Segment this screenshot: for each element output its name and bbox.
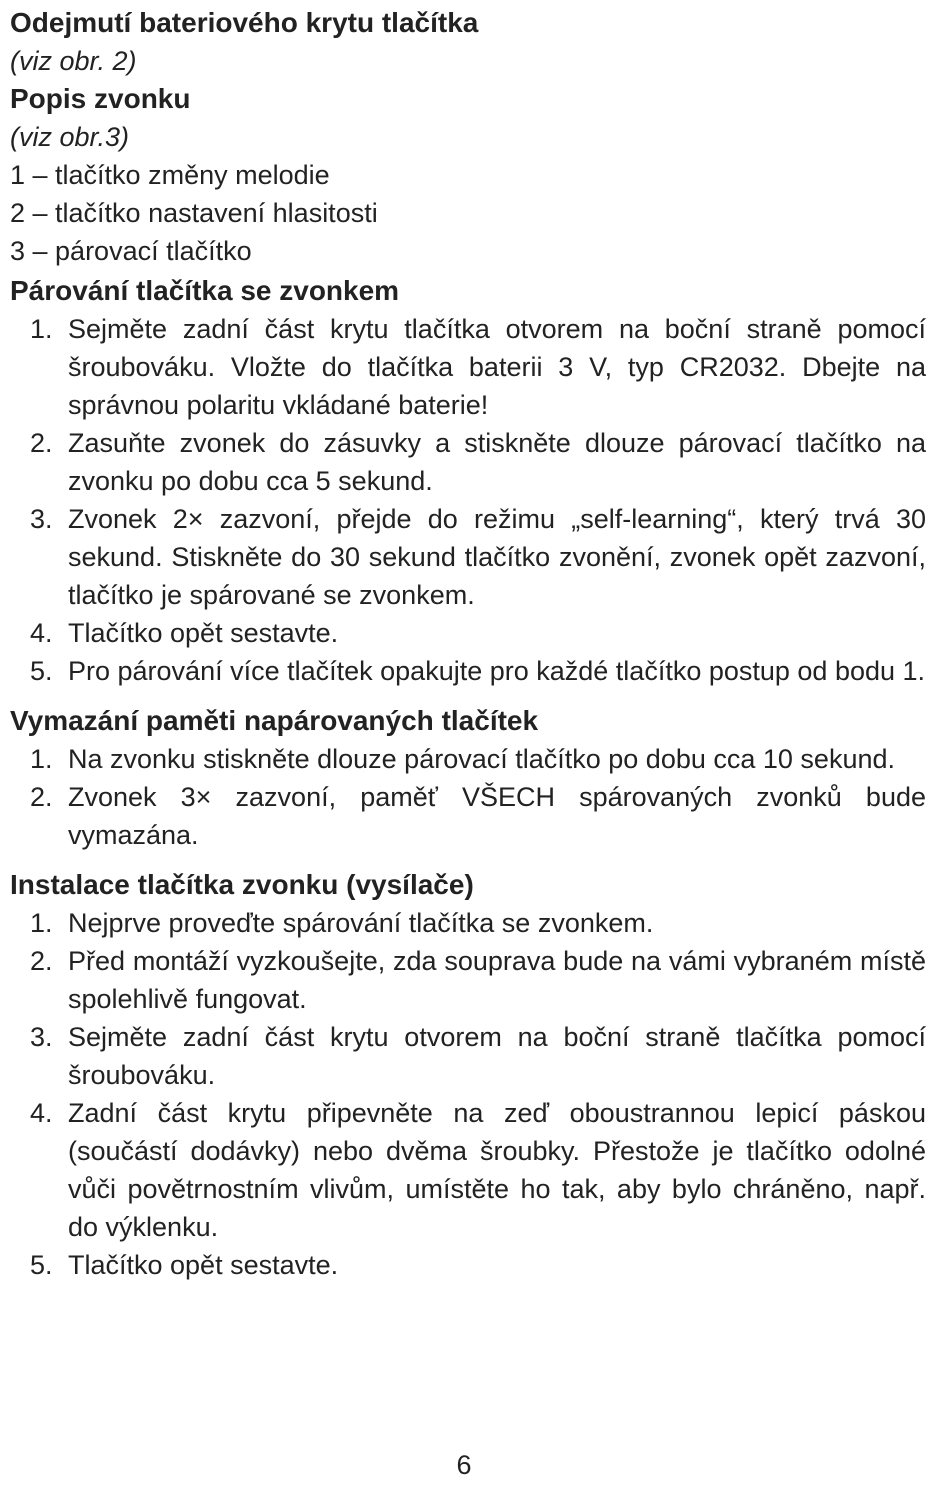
step-number: 5. [30,1250,53,1280]
heading-installation: Instalace tlačítka zvonku (vysílače) [10,869,474,900]
step-text: Tlačítko opět sestavte. [68,1250,339,1280]
step-number: 2. [30,782,53,812]
step-text: Sejměte zadní část krytu otvorem na boční straně tlačítka pomocí šroubováku. [68,1022,926,1090]
heading-pairing: Párování tlačítka se zvonkem [10,275,400,306]
step-number: 5. [30,656,53,686]
heading-erase-memory: Vymazání paměti napárovaných tlačítek [10,705,539,736]
step-text: Zadní část krytu připevněte na zeď oboustrannou lepicí páskou (součástí dodávky) nebo dvěma šroubky. Přestože je tlačítko odolné vůči povětrnostním vlivům, umístěte ho tak, aby bylo chráněno, např. do výklenku. [68,1098,926,1242]
step-number: 3. [30,504,53,534]
pairing-step [10,652,926,690]
step-text: Zasuňte zvonek do zásuvky a stiskněte dlouze párovací tlačítko na zvonku po dobu cca 5 sekund. [68,428,926,496]
page-number: 6 [456,1450,472,1480]
pairing-steps [10,310,926,690]
install-steps [10,904,926,1284]
step-text: Pro párování více tlačítek opakujte pro každé tlačítko postup od bodu 1. [68,656,926,686]
pairing-step [10,424,926,500]
step-text: Tlačítko opět sestavte. [68,618,339,648]
install-step [10,1246,926,1284]
spacer [10,854,926,866]
step-number: 3. [30,1022,53,1052]
step-number: 2. [30,946,53,976]
step-text: Zvonek 2× zazvoní, přejde do režimu „self-learning“, který trvá 30 sekund. Stiskněte do 30 sekund tlačítko zvonění, zvonek opět zazvoní, tlačítko je spárované se zvonkem. [68,504,926,610]
description-item: 3 – párovací tlačítko [10,236,252,266]
description-item: 2 – tlačítko nastavení hlasitosti [10,198,378,228]
step-number: 1. [30,744,53,774]
erase-step [10,778,926,854]
description-item: 1 – tlačítko změny melodie [10,160,330,190]
step-text: Před montáží vyzkoušejte, zda souprava bude na vámi vybraném místě spolehlivě fungovat. [68,946,926,1014]
step-text: Na zvonku stiskněte dlouze párovací tlačítko po dobu cca 10 sekund. [68,744,895,774]
install-step [10,1018,926,1094]
erase-step [10,740,926,778]
pairing-step [10,310,926,424]
step-text: Sejměte zadní část krytu tlačítka otvorem na boční straně pomocí šroubováku. Vložte do tlačítka baterii 3 V, typ CR2032. Dbejte na správnou polaritu vkládané baterie! [68,314,926,420]
install-step [10,942,926,1018]
heading-doorbell-description: Popis zvonku [10,83,191,114]
install-step [10,1094,926,1246]
step-text: Zvonek 3× zazvoní, paměť VŠECH spárovaných zvonků bude vymazána. [68,782,926,850]
step-number: 4. [30,618,53,648]
pairing-step [10,500,926,614]
erase-steps [10,740,926,854]
pairing-step [10,614,926,652]
figure-reference-3: (viz obr.3) [10,122,130,152]
step-number: 1. [30,314,53,344]
step-number: 1. [30,908,53,938]
step-number: 2. [30,428,53,458]
heading-battery-cover-removal: Odejmutí bateriového krytu tlačítka [10,7,479,38]
step-text: Nejprve proveďte spárování tlačítka se zvonkem. [68,908,654,938]
figure-reference-2: (viz obr. 2) [10,46,137,76]
step-number: 4. [30,1098,53,1128]
spacer [10,690,926,702]
install-step [10,904,926,942]
